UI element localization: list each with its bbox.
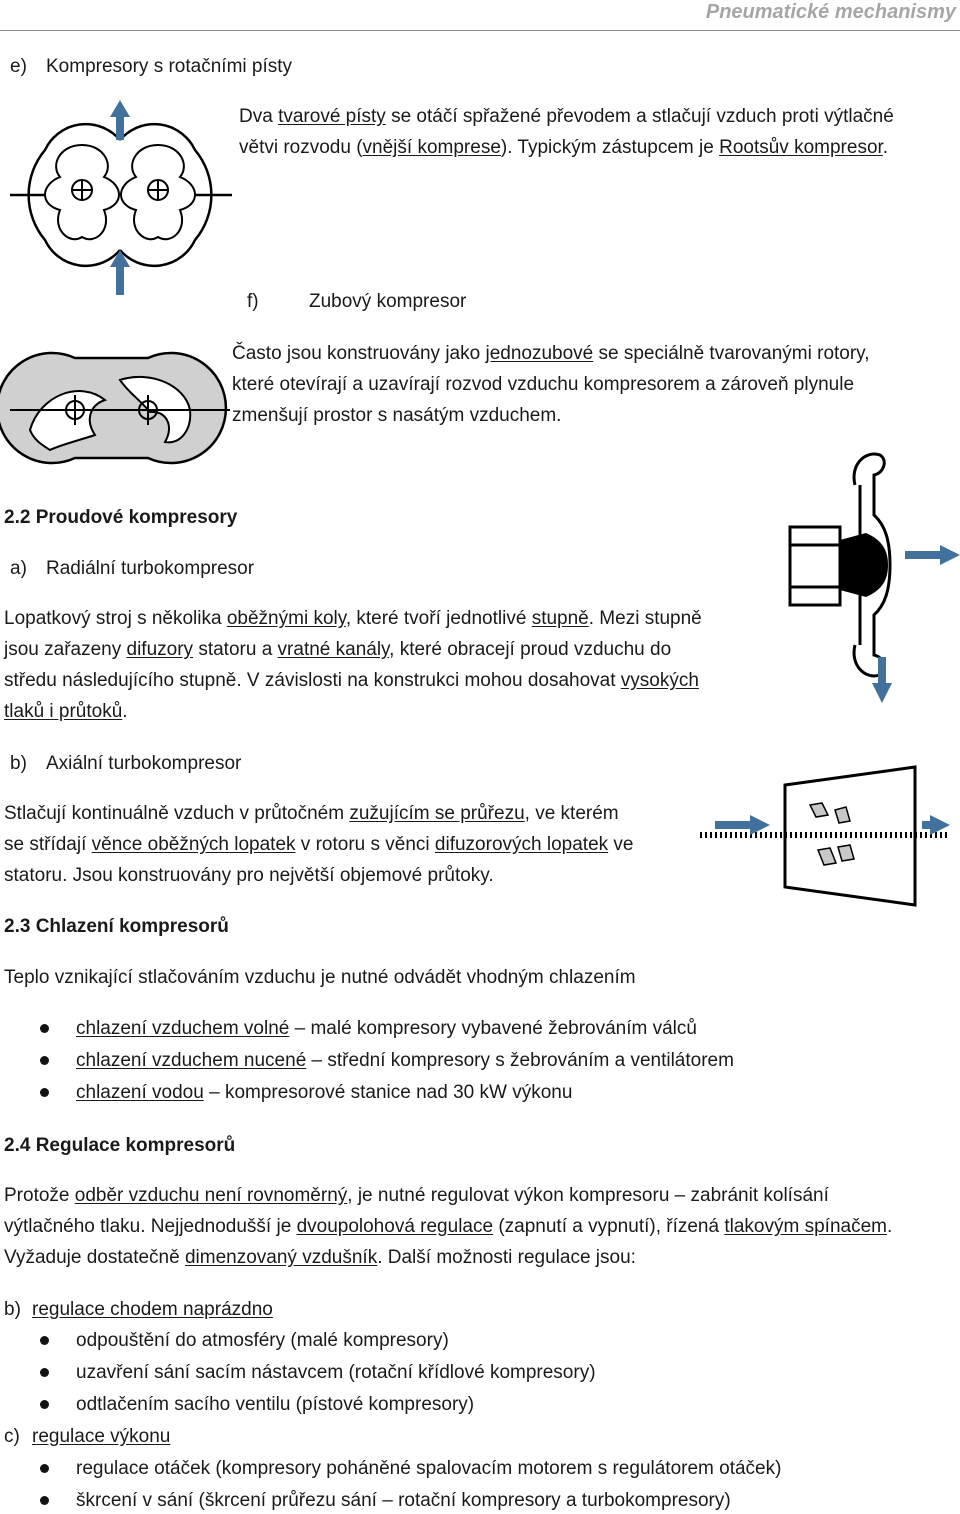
term-odber-vzduchu: odběr vzduchu není rovnoměrný [74, 1185, 348, 1206]
text: jsou zařazeny [4, 639, 127, 660]
bullet-icon [40, 1056, 49, 1065]
regulation-b-item: uzavření sání sacím nástavcem (rotační křídlové kompresory) [76, 1362, 596, 1383]
list-label: b) [4, 1299, 21, 1320]
bullet-icon [40, 1400, 49, 1409]
text: se střídají [4, 834, 92, 855]
term-roots-compressor: Rootsův kompresor [719, 137, 883, 158]
regulation-c-heading [4, 1425, 170, 1449]
regulation-title: regulace chodem naprázdno [32, 1299, 273, 1320]
header-rule [0, 30, 960, 31]
term-tvarove-pisty: tvarové písty [278, 106, 386, 127]
section-2-2-a-line2 [4, 638, 671, 662]
housing-tooth [0, 353, 226, 463]
list-label: b) [10, 753, 27, 774]
section-f-label: f) [247, 291, 259, 312]
term-zuzujici-se-prurez: zužujícím se průřezu [349, 803, 525, 824]
bullet-icon [40, 1024, 49, 1033]
text: . Další možnosti regulace jsou: [377, 1247, 636, 1268]
section-e-label: e) [10, 56, 27, 77]
section-2-4-line3 [4, 1246, 636, 1270]
term-vysokych: vysokých [620, 670, 699, 691]
term-tlaku-i-prutoku: tlaků i průtoků [4, 701, 123, 722]
term-jednozubove: jednozubové [485, 343, 594, 364]
section-2-2-a-line1 [4, 607, 702, 631]
text: , je nutné regulovat výkon kompresoru – zabránit kolísání [347, 1185, 829, 1206]
section-2-3-heading: 2.3 Chlazení kompresorů [4, 916, 229, 937]
cooling-term: chlazení vzduchem volné [76, 1018, 290, 1039]
bullet-icon [40, 1496, 49, 1505]
inlet-arrow-icon [905, 545, 960, 565]
shaft-housing [790, 527, 840, 605]
cooling-item [76, 1081, 572, 1105]
term-difuzorovych-lopatek: difuzorových lopatek [434, 834, 609, 855]
roots-compressor-diagram [0, 95, 240, 300]
section-e-heading [10, 55, 292, 79]
section-2-2-a-heading [10, 557, 254, 581]
section-f-paragraph-line3: zmenšují prostor s nasátým vzduchem. [232, 405, 562, 426]
text: . Mezi stupně [588, 608, 702, 629]
running-header: Pneumatické mechanismy [705, 1, 956, 23]
bullet-icon [40, 1088, 49, 1097]
list-label: c) [4, 1426, 20, 1447]
regulation-b-heading [4, 1298, 273, 1322]
term-vratne-kanaly: vratné kanály [277, 639, 390, 660]
cooling-item [76, 1017, 697, 1041]
regulation-c-item: regulace otáček (kompresory poháněné spalovacím motorem s regulátorem otáček) [76, 1458, 782, 1479]
section-2-2-a-line4 [4, 700, 128, 724]
cooling-item [76, 1049, 734, 1073]
text: statoru a [193, 639, 278, 660]
section-f-title: Zubový kompresor [309, 291, 467, 312]
subsection-title: Axiální turbokompresor [46, 753, 242, 774]
text: , ve kterém [524, 803, 619, 824]
outlet-arrow-icon [872, 657, 892, 703]
text: , které obracejí proud vzduchu do [389, 639, 672, 660]
term-obezna-kola: oběžnými koly [226, 608, 346, 629]
bullet-icon [40, 1464, 49, 1473]
section-2-4-line1 [4, 1184, 829, 1208]
text: . [122, 701, 128, 722]
text: , které tvoří jednotlivé [345, 608, 532, 629]
section-f-paragraph-line1 [232, 342, 870, 366]
text: Dva [239, 106, 279, 127]
list-label: a) [10, 558, 27, 579]
regulation-b-item: odpouštění do atmosféry (malé kompresory) [76, 1330, 449, 1351]
text: větvi rozvodu ( [239, 137, 363, 158]
section-2-2-heading: 2.2 Proudové kompresory [4, 507, 238, 528]
section-e-paragraph-line2 [239, 136, 888, 160]
regulation-title: regulace výkonu [32, 1426, 171, 1447]
section-2-2-b-line2 [4, 833, 634, 857]
subsection-title: Radiální turbokompresor [46, 558, 255, 579]
section-f-paragraph-line2: které otevírají a uzavírají rozvod vzduchu kompresorem a zároveň plynule [232, 374, 855, 395]
axial-turbocompressor-diagram [700, 755, 950, 915]
text: Protože [4, 1185, 75, 1206]
section-e-paragraph-line1 [239, 105, 894, 129]
term-vnejsi-komprese: vnější komprese [362, 137, 501, 158]
term-vzdusnik: dimenzovaný vzdušník [184, 1247, 378, 1268]
roots-arrows [110, 100, 130, 295]
term-dvoupolohova-regulace: dvoupolohová regulace [296, 1216, 494, 1237]
radial-turbocompressor-diagram [770, 445, 960, 705]
section-2-4-heading: 2.4 Regulace kompresorů [4, 1135, 236, 1156]
section-2-2-a-line3 [4, 669, 699, 693]
section-f-heading [247, 290, 466, 314]
text: ve [608, 834, 634, 855]
cooling-term: chlazení vzduchem nucené [76, 1050, 307, 1071]
regulation-b-item: odtlačením sacího ventilu (pístové kompresory) [76, 1394, 475, 1415]
text: výtlačného tlaku. Nejjednodušší je [4, 1216, 297, 1237]
text: . [882, 137, 889, 158]
text: – malé kompresory vybavené žebrováním válců [289, 1018, 697, 1039]
section-2-3-intro: Teplo vznikající stlačováním vzduchu je nutné odvádět vhodným chlazením [4, 967, 636, 988]
bullet-icon [40, 1336, 49, 1345]
text: v rotoru s věnci [295, 834, 435, 855]
term-tlakovy-spinac: tlakovým spínačem [724, 1216, 887, 1237]
section-2-2-b-line1 [4, 802, 619, 826]
bullet-icon [40, 1368, 49, 1377]
text: středu následujícího stupně. V závislosti na konstrukci mohou dosahovat [4, 670, 621, 691]
text: Stlačují kontinuálně vzduch v průtočném [4, 803, 350, 824]
text: Často jsou konstruovány jako [232, 343, 486, 364]
section-2-2-b-heading [10, 752, 241, 776]
text: ). Typickým zástupcem je [500, 137, 720, 158]
cooling-term: chlazení vodou [76, 1082, 204, 1103]
text: Vyžaduje dostatečně [4, 1247, 185, 1268]
tooth-compressor-diagram [0, 350, 230, 470]
section-2-2-b-line3: statoru. Jsou konstruovány pro největší objemové průtoky. [4, 865, 494, 886]
text: – kompresorové stanice nad 30 kW výkonu [203, 1082, 573, 1103]
impeller [840, 533, 888, 597]
text: (zapnutí a vypnutí), řízená [493, 1216, 725, 1237]
text: . [886, 1216, 893, 1237]
term-difuzory: difuzory [126, 639, 194, 660]
section-2-4-line2 [4, 1215, 892, 1239]
term-vence-obeznych-lopatek: věnce oběžných lopatek [91, 834, 296, 855]
text: Lopatkový stroj s několika [4, 608, 227, 629]
regulation-c-item: škrcení v sání (škrcení průřezu sání – rotační kompresory a turbokompresory) [76, 1490, 731, 1511]
text: – střední kompresory s žebrováním a ventilátorem [306, 1050, 734, 1071]
text: se speciálně tvarovanými rotory, [593, 343, 870, 364]
text: se otáčí spřažené převodem a stlačují vzduch proti výtlačné [385, 106, 894, 127]
term-stupne: stupně [531, 608, 589, 629]
section-e-title: Kompresory s rotačními písty [46, 56, 293, 77]
